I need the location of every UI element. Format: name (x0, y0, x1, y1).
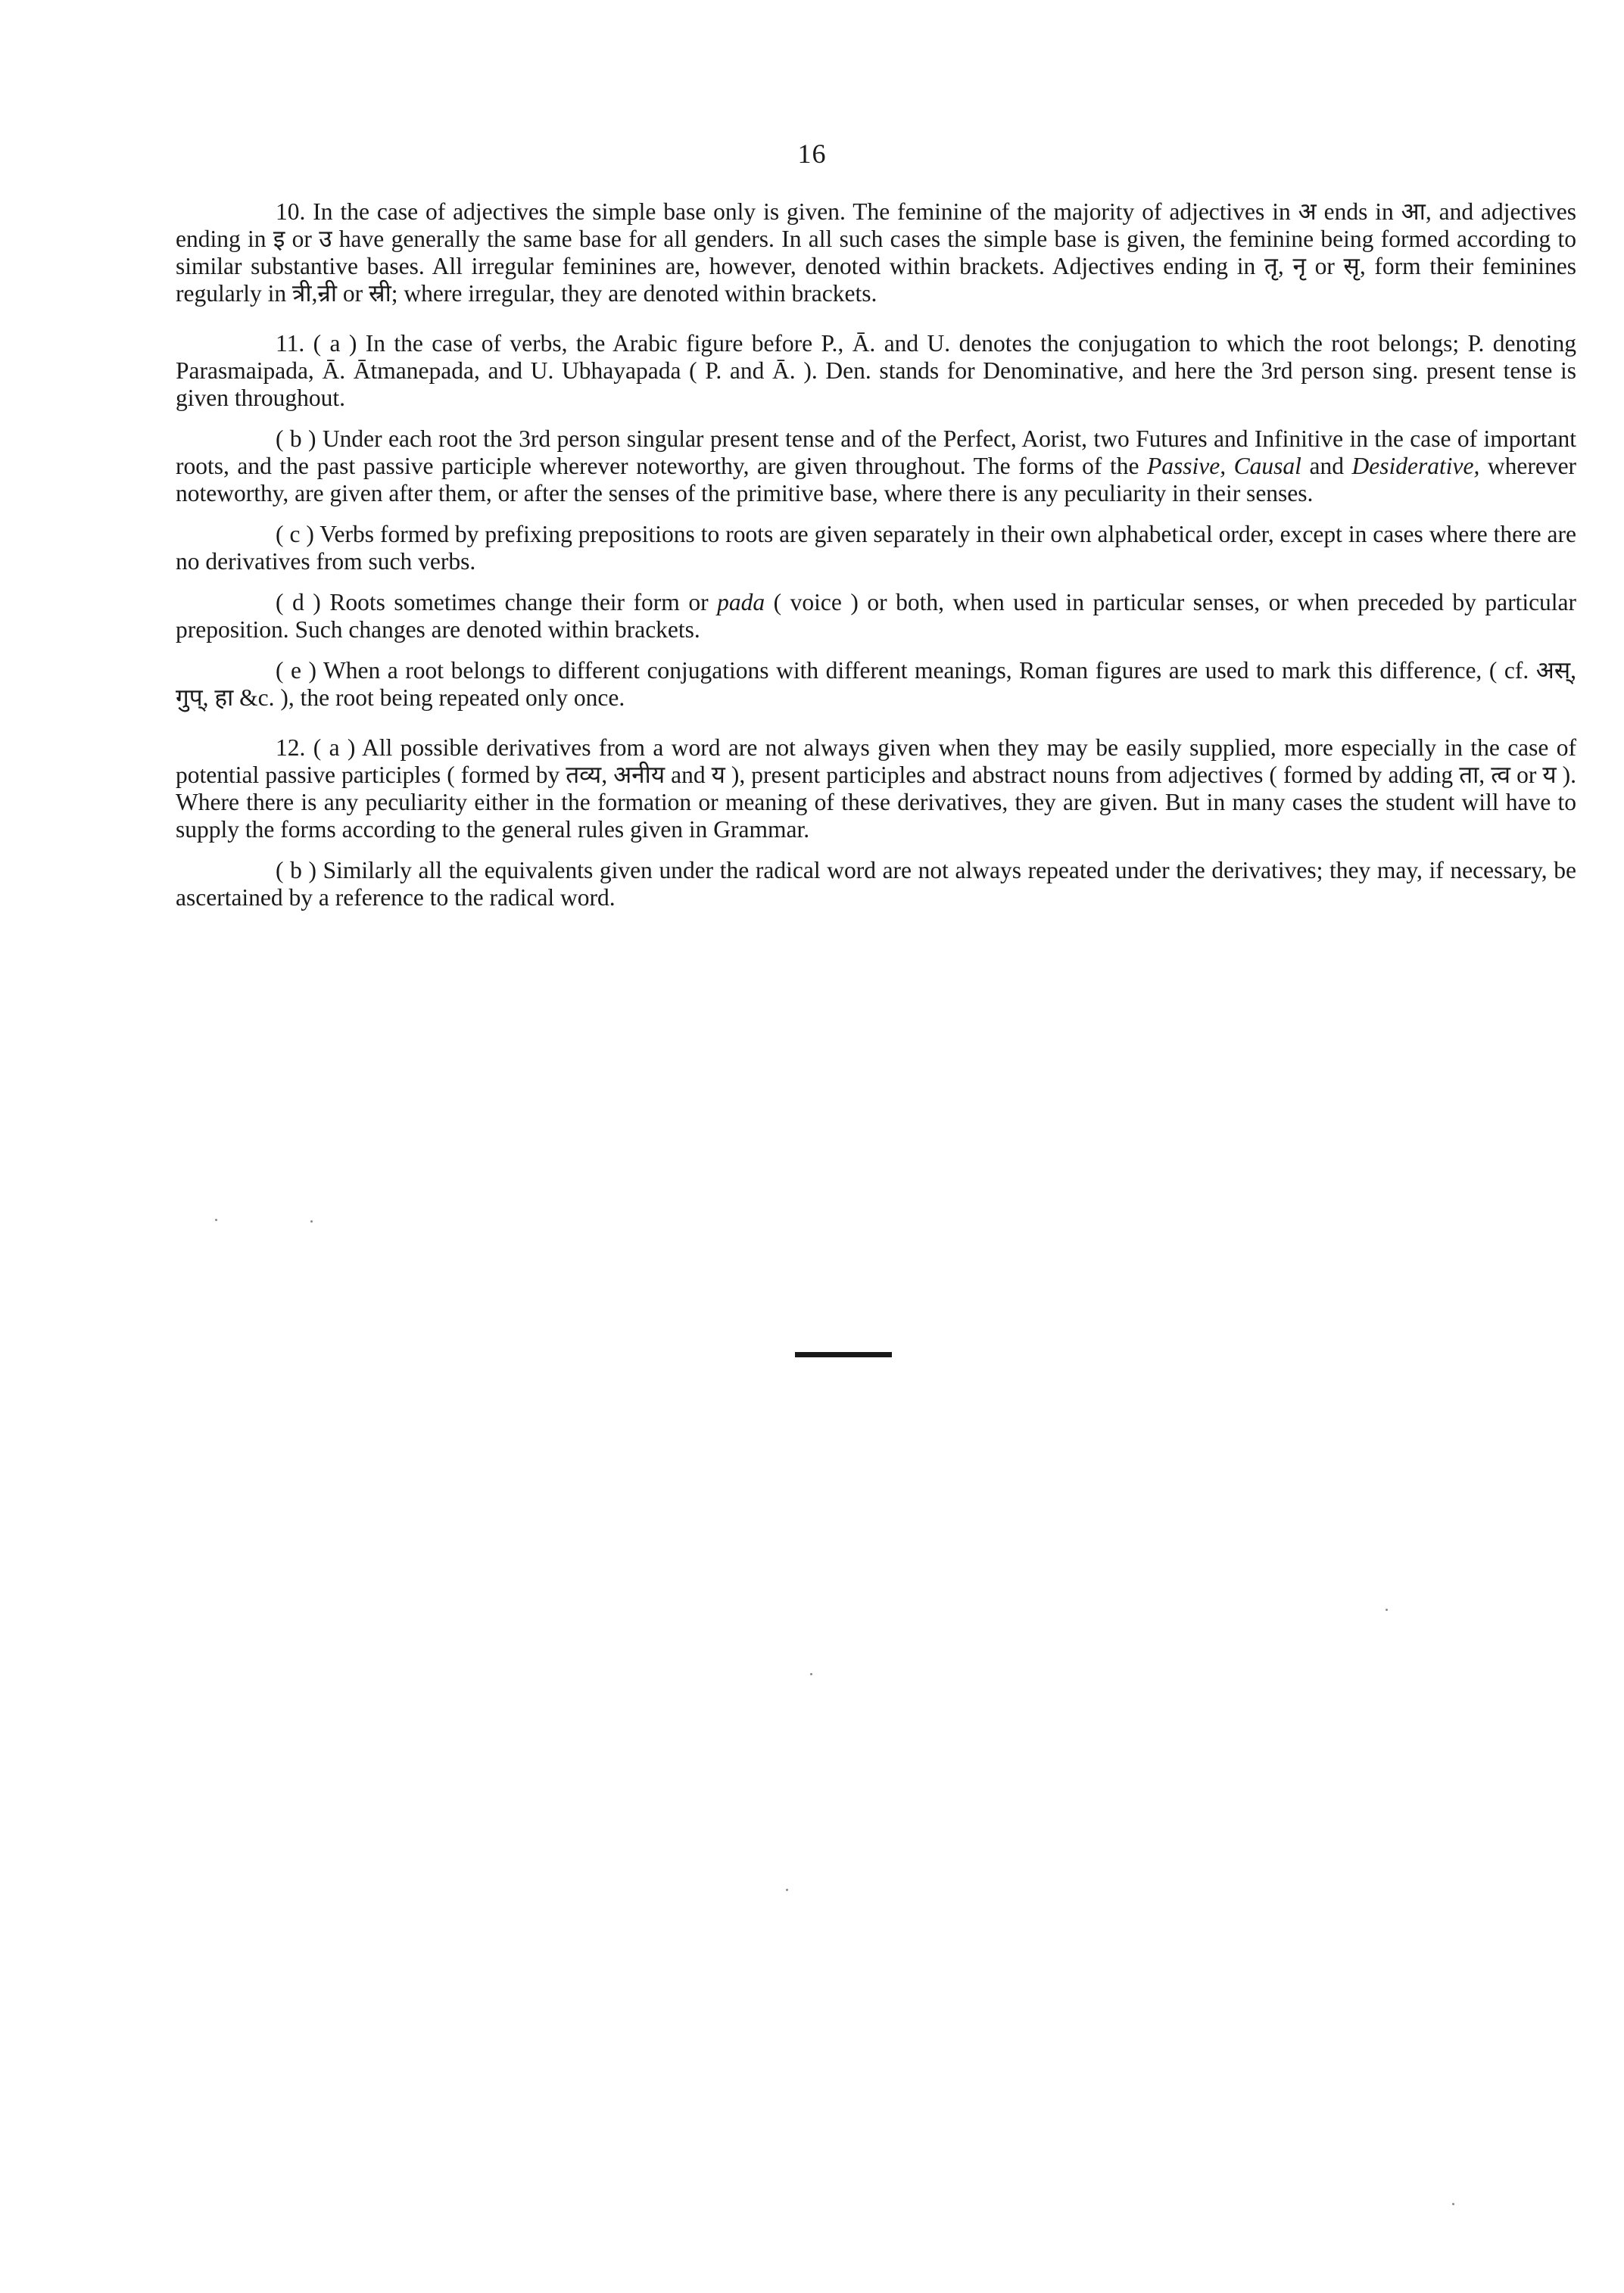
paragraph-11d (176, 589, 1576, 643)
paragraph-text: Verbs formed by prefixing prepositions to roots are given separately in their own alphabetical order, except in cases where there are no derivatives from such verbs. (176, 521, 1577, 575)
paragraph-label: ( c ) (276, 521, 314, 547)
paragraph-10 (176, 198, 1576, 307)
paragraph-label: 10. (276, 198, 306, 225)
body-text (176, 198, 1576, 911)
paragraph-label: ( d ) (276, 589, 321, 615)
paragraph-12b (176, 857, 1576, 911)
paragraph-label: 11. ( a ) (276, 330, 357, 357)
paragraph-12a (176, 734, 1576, 843)
scan-speck (310, 1220, 313, 1223)
paragraph-text: All possible derivatives from a word are not always given when they may be easily supplied, more especially in the case of potential passive participles ( formed by तव्य, अनीय and य ), present participles and abstract nouns from adjectives ( formed by adding ता, त्व or य ). Where there is any peculiarity either in the formation or meaning of these derivatives, they are given. But in many cases the student will have to supply the forms according to the general rules given in Grammar. (176, 734, 1576, 843)
paragraph-text: and (1309, 453, 1344, 479)
paragraph-text: When a root belongs to different conjugations with different meanings, Roman figures are used to mark this difference, ( cf. अस्, गुप्, हा &c. ), the root being repeated only once. (176, 657, 1576, 711)
scan-speck (810, 1673, 812, 1675)
italic-term-desiderative: Desiderative, (1351, 453, 1480, 479)
scan-speck (786, 1889, 788, 1891)
paragraph-text: In the case of adjectives the simple base only is given. The feminine of the majority of adjectives in अ ends in आ, and adjectives ending in इ or उ have generally the same base for all genders. In all such cases the simple base is given, the feminine being formed according to similar substantive bases. All irregular feminines are, however, denoted within brackets. Adjectives ending in तृ, नृ or सृ, form their feminines regularly in त्री,न्री or स्री; where irregular, they are denoted within brackets. (176, 198, 1576, 307)
page-number: 16 (797, 139, 827, 169)
italic-term-passive: Passive, (1146, 453, 1227, 479)
paragraph-text: In the case of verbs, the Arabic figure before P., Ā. and U. denotes the conjugation to which the root belongs; P. denoting Parasmaipada, Ā. Ātmanepada, and U. Ubhayapada ( P. and Ā. ). Den. stands for Denominative, and here the 3rd person sing. present tense is given throughout. (176, 330, 1577, 411)
paragraph-11e (176, 657, 1576, 712)
section-end-rule (795, 1352, 892, 1357)
scan-speck (1452, 2203, 1454, 2205)
paragraph-label: ( b ) (276, 425, 316, 452)
paragraph-11a (176, 330, 1576, 412)
scan-speck (1386, 1609, 1388, 1611)
italic-term-pada: pada (717, 589, 765, 615)
paragraph-text: Similarly all the equivalents given under the radical word are not always repeated under the derivatives; they may, if necessary, be ascertained by a reference to the radical word. (176, 857, 1577, 911)
paragraph-11b (176, 425, 1576, 507)
paragraph-label: 12. ( a ) (276, 734, 356, 761)
italic-term-causal: Causal (1233, 453, 1301, 479)
paragraph-label: ( b ) (276, 857, 316, 883)
paragraph-11c (176, 521, 1576, 575)
paragraph-text: Under each root the 3rd person singular present tense and of the Perfect, Aorist, two Futures and Infinitive in the case of important roots, and the past passive participle wherever noteworthy, are given throughout. The forms of the (176, 425, 1576, 479)
paragraph-text: Roots sometimes change their form or (329, 589, 709, 615)
paragraph-label: ( e ) (276, 657, 317, 684)
scan-speck (215, 1219, 217, 1221)
paragraph-text: wherever noteworthy, are given after them, or after the senses of the primitive base, where there is any peculiarity in their senses. (176, 453, 1577, 506)
paragraph-text: ( voice ) or both, when used in particular senses, or when preceded by particular preposition. Such changes are denoted within brackets. (176, 589, 1577, 643)
